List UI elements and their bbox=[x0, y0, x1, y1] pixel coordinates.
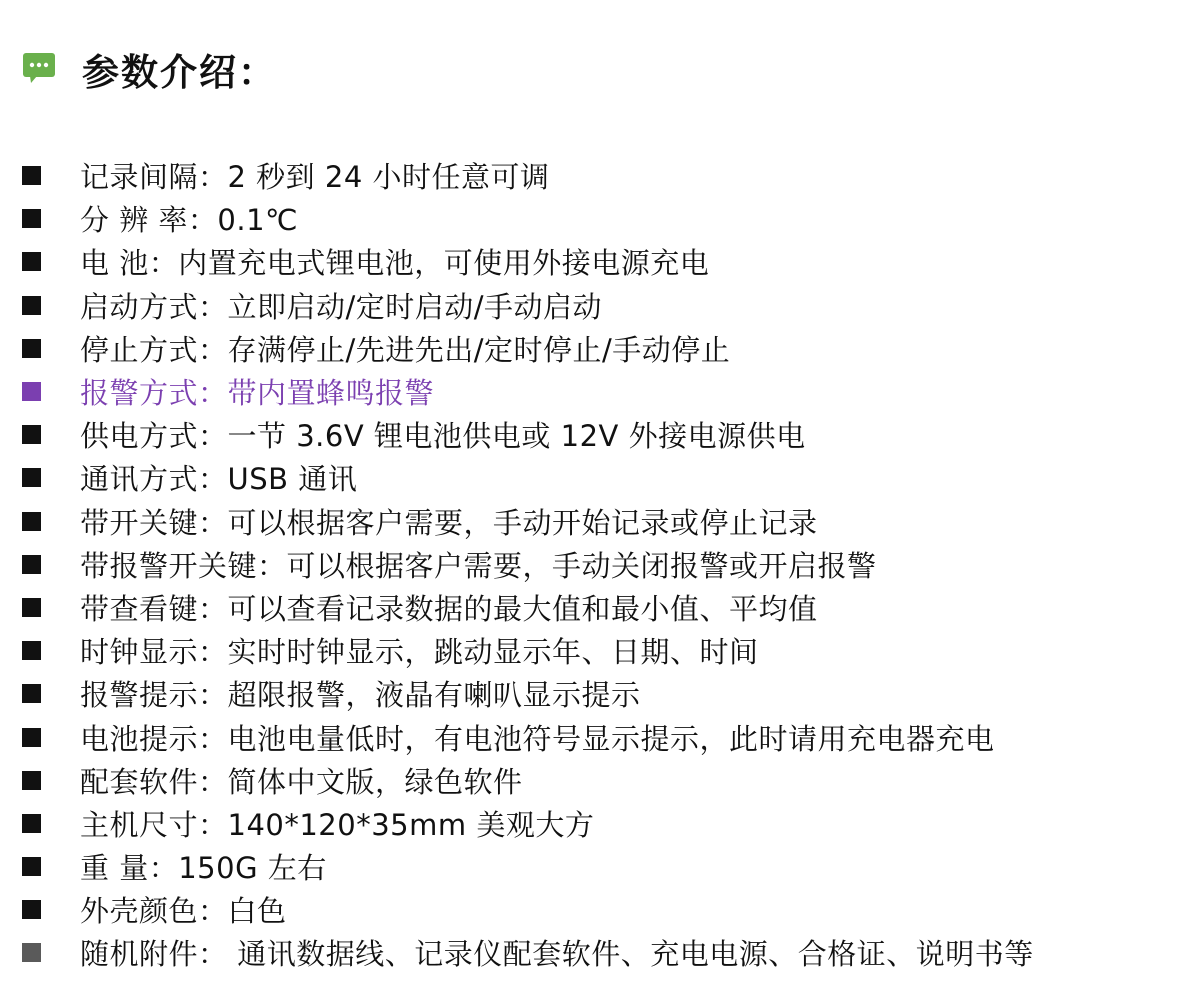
spec-text: 报警方式：带内置蜂鸣报警 bbox=[80, 376, 435, 411]
spec-item-alarm-prompt bbox=[22, 672, 1034, 715]
spec-text: 记录间隔：2 秒到 24 小时任意可调 bbox=[80, 160, 550, 195]
spec-text: 电池提示：电池电量低时，有电池符号显示提示，此时请用充电器充电 bbox=[80, 721, 995, 756]
bullet-square-icon bbox=[22, 382, 41, 401]
bullet-square-icon bbox=[22, 555, 41, 574]
spec-item-weight bbox=[22, 845, 1034, 888]
spec-text: 分 辨 率：0.1℃ bbox=[80, 203, 299, 238]
bullet-square-icon bbox=[22, 166, 41, 185]
spec-text: 带开关键：可以根据客户需要，手动开始记录或停止记录 bbox=[80, 505, 818, 540]
spec-item-communication bbox=[22, 456, 1034, 499]
spec-item-dimensions bbox=[22, 802, 1034, 845]
spec-text: 通讯方式：USB 通讯 bbox=[80, 462, 358, 497]
bullet-square-icon bbox=[22, 252, 41, 271]
spec-text: 重 量：150G 左右 bbox=[80, 851, 327, 886]
spec-text: 供电方式：一节 3.6V 锂电池供电或 12V 外接电源供电 bbox=[80, 419, 806, 454]
spec-item-battery-prompt bbox=[22, 715, 1034, 758]
spec-item-power-supply bbox=[22, 413, 1034, 456]
spec-item-start-mode bbox=[22, 284, 1034, 327]
spec-text: 电 池：内置充电式锂电池，可使用外接电源充电 bbox=[80, 246, 710, 281]
spec-item-alarm-key bbox=[22, 543, 1034, 586]
spec-text: 报警提示：超限报警，液晶有喇叭显示提示 bbox=[80, 678, 641, 713]
bullet-square-icon bbox=[22, 598, 41, 617]
spec-item-shell-color bbox=[22, 888, 1034, 931]
bullet-square-icon bbox=[22, 728, 41, 747]
spec-text: 带报警开关键：可以根据客户需要，手动关闭报警或开启报警 bbox=[80, 548, 877, 583]
bullet-square-icon bbox=[22, 684, 41, 703]
spec-text: 启动方式：立即启动/定时启动/手动启动 bbox=[80, 289, 603, 324]
bullet-square-icon bbox=[22, 641, 41, 660]
spec-item-alarm-mode bbox=[22, 370, 1034, 413]
spec-item-record-interval bbox=[22, 154, 1034, 197]
bullet-square-icon bbox=[22, 209, 41, 228]
spec-item-accessories bbox=[22, 931, 1034, 974]
bullet-square-icon bbox=[22, 425, 41, 444]
chat-bubble-icon bbox=[22, 49, 56, 89]
bullet-square-icon bbox=[22, 468, 41, 487]
spec-text: 停止方式：存满停止/先进先出/定时停止/手动停止 bbox=[80, 332, 731, 367]
bullet-square-icon bbox=[22, 814, 41, 833]
bullet-square-icon bbox=[22, 296, 41, 315]
spec-item-power-key bbox=[22, 500, 1034, 543]
page-title: 参数介绍： bbox=[82, 51, 277, 94]
spec-text: 外壳颜色：白色 bbox=[80, 894, 287, 929]
bullet-square-icon bbox=[22, 512, 41, 531]
spec-text: 时钟显示：实时时钟显示，跳动显示年、日期、时间 bbox=[80, 635, 759, 670]
spec-text: 主机尺寸：140*120*35mm 美观大方 bbox=[80, 807, 595, 842]
spec-list bbox=[22, 154, 1034, 975]
spec-text: 带查看键：可以查看记录数据的最大值和最小值、平均值 bbox=[80, 591, 818, 626]
bullet-square-icon bbox=[22, 857, 41, 876]
spec-item-resolution bbox=[22, 197, 1034, 240]
section-heading bbox=[22, 42, 277, 96]
bullet-square-icon bbox=[22, 943, 41, 962]
bullet-square-icon bbox=[22, 339, 41, 358]
spec-text: 随机附件： 通讯数据线、记录仪配套软件、充电电源、合格证、说明书等 bbox=[80, 937, 1034, 972]
bullet-square-icon bbox=[22, 900, 41, 919]
spec-item-view-key bbox=[22, 586, 1034, 629]
bullet-square-icon bbox=[22, 771, 41, 790]
spec-text: 配套软件：简体中文版，绿色软件 bbox=[80, 764, 523, 799]
spec-item-stop-mode bbox=[22, 327, 1034, 370]
spec-item-software bbox=[22, 759, 1034, 802]
spec-item-battery bbox=[22, 240, 1034, 283]
spec-item-clock-display bbox=[22, 629, 1034, 672]
